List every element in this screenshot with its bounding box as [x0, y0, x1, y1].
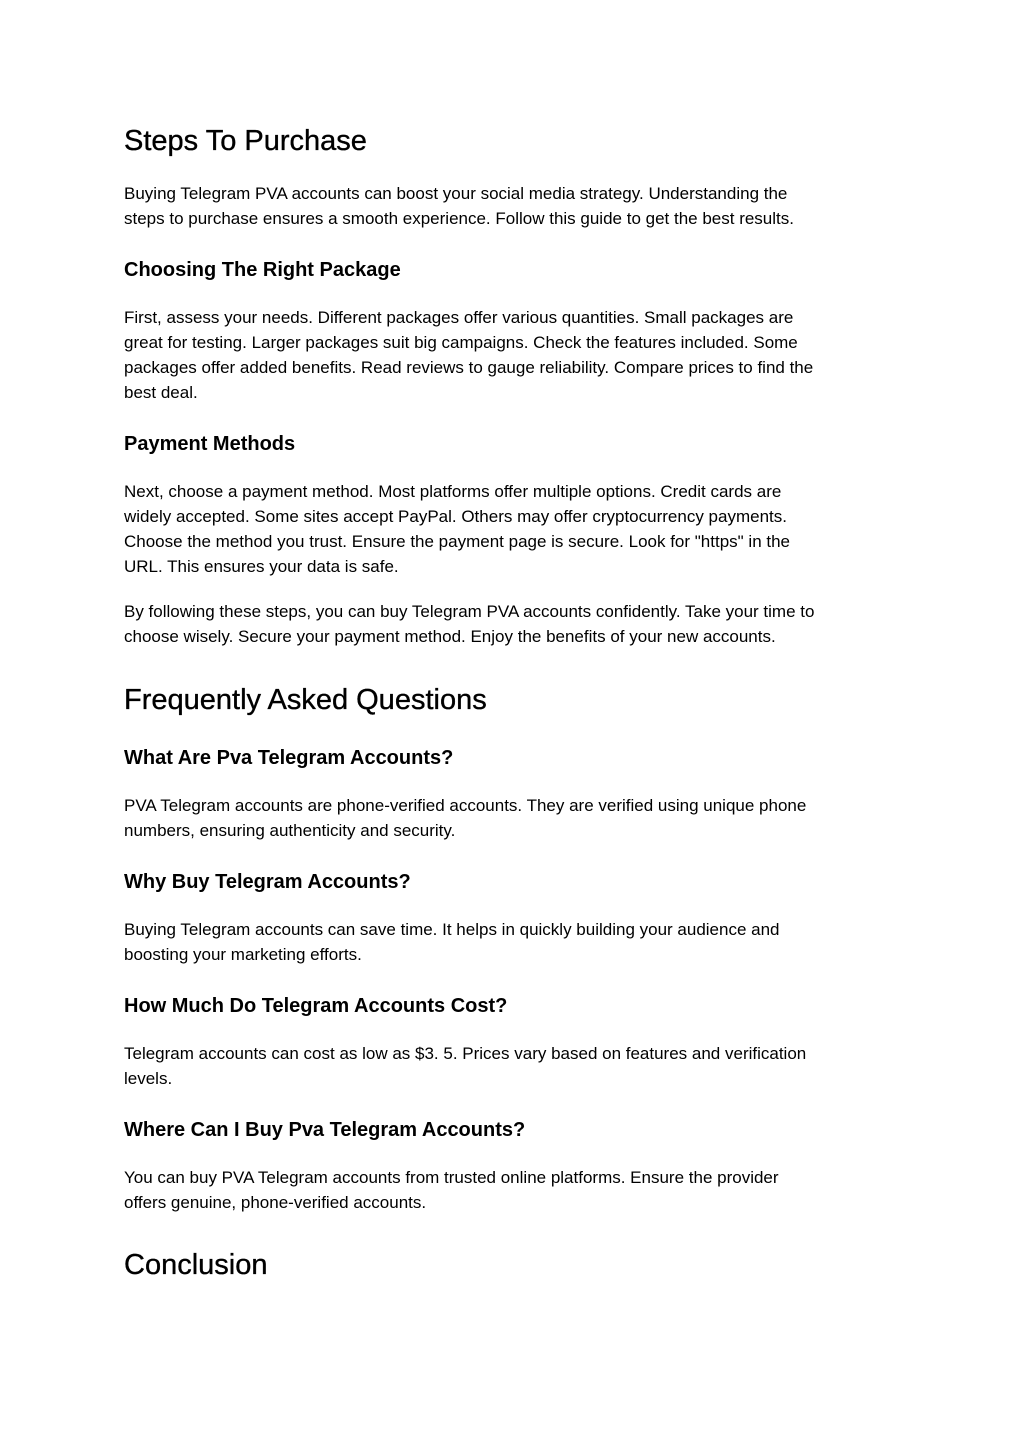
payment-paragraph: Next, choose a payment method. Most platforms offer multiple options. Credit cards are widely accepted. Some sites accept PayPal. Others may offer cryptocurrency payments. Choose the method you trust. Ensure the payment page is secure. Look for "https" in the URL. This ensures your data is safe. — [124, 482, 791, 576]
steps-heading: Steps To Purchase — [124, 125, 367, 157]
package-paragraph: First, assess your needs. Different packages offer various quantities. Small packages are great for testing. Larger packages suit big campaigns. Check the features included. Some packages offer added benefits. Read reviews to gauge reliability. Compare prices to find the best deal. — [124, 308, 814, 402]
payment-heading: Payment Methods — [124, 433, 296, 455]
faq-question: How Much Do Telegram Accounts Cost? — [124, 995, 508, 1017]
faq-question: Where Can I Buy Pva Telegram Accounts? — [124, 1119, 526, 1141]
steps-closing-paragraph: By following these steps, you can buy Telegram PVA accounts confidently. Take your time to choose wisely. Secure your payment method. Enjoy the benefits of your new accounts. — [124, 602, 815, 646]
faq-question: Why Buy Telegram Accounts? — [124, 871, 411, 893]
faq-answer: Telegram accounts can cost as low as $3. 5. Prices vary based on features and verification levels. — [124, 1044, 807, 1088]
faq-question: What Are Pva Telegram Accounts? — [124, 747, 454, 769]
faq-heading: Frequently Asked Questions — [124, 684, 487, 716]
conclusion-heading: Conclusion — [124, 1249, 268, 1281]
faq-answer: Buying Telegram accounts can save time. It helps in quickly building your audience and boosting your marketing efforts. — [124, 920, 780, 964]
package-heading: Choosing The Right Package — [124, 259, 401, 281]
faq-answer: You can buy PVA Telegram accounts from trusted online platforms. Ensure the provider offers genuine, phone-verified accounts. — [124, 1168, 779, 1212]
faq-answer: PVA Telegram accounts are phone-verified accounts. They are verified using unique phone numbers, ensuring authenticity and security. — [124, 796, 807, 840]
steps-intro-paragraph: Buying Telegram PVA accounts can boost your social media strategy. Understanding the steps to purchase ensures a smooth experience. Follow this guide to get the best results. — [124, 184, 794, 228]
